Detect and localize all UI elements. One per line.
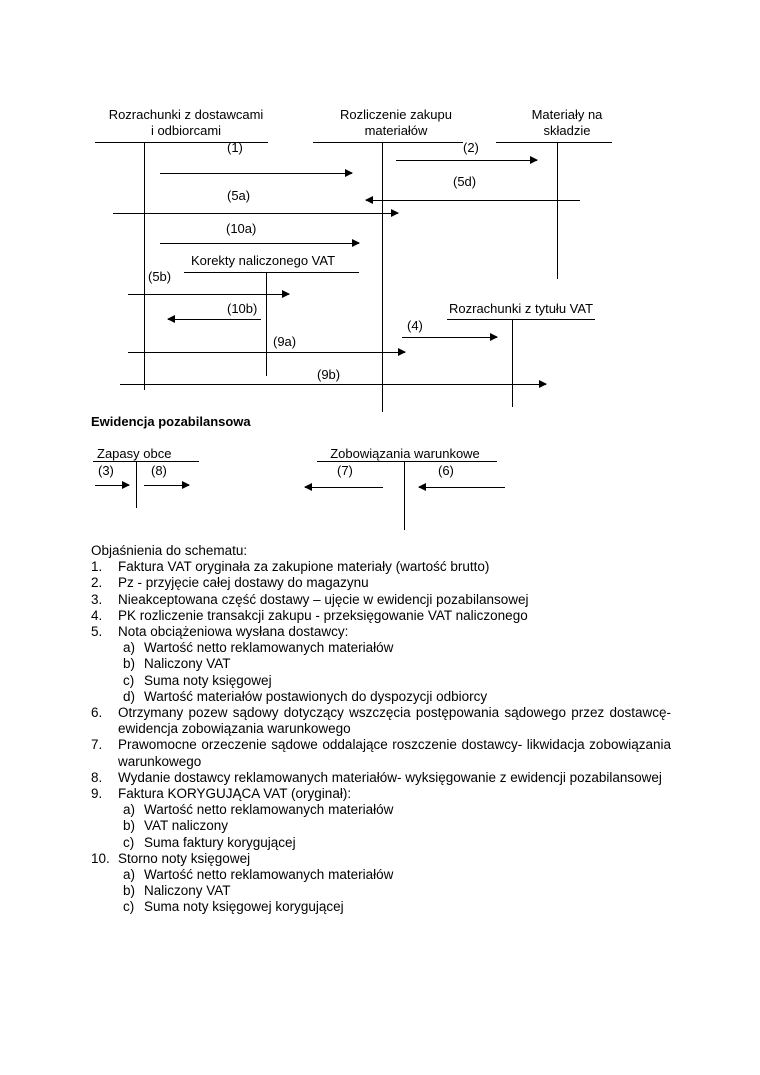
legend-text: Nieakceptowana część dostawy – ujęcie w ewidencji pozabilansowej [118, 591, 529, 607]
legend-item [91, 851, 671, 867]
arrow-label: (6) [438, 463, 454, 478]
account-zapasy-obce-title: Zapasy obce [97, 446, 172, 461]
legend-subitem [91, 899, 671, 915]
legend [91, 543, 671, 916]
legend-text: Naliczony VAT [144, 883, 231, 899]
legend-subitem [91, 802, 671, 818]
arrow-label: (2) [463, 140, 479, 155]
arrow-9b [120, 384, 546, 385]
t-account-divider [557, 142, 558, 279]
legend-number: c) [123, 672, 135, 688]
arrow-label: (3) [98, 463, 114, 478]
account-title-line: Rozliczenie zakupu [339, 107, 453, 122]
legend-number: 3. [91, 591, 103, 607]
account-title-line: materiałów [364, 123, 428, 138]
legend-text: Prawomocne orzeczenie sądowe oddalające roszczenie dostawcy- likwidacja zobowiązania warunkowego [118, 737, 671, 769]
legend-text: Wartość materiałów postawionych do dyspozycji odbiorcy [144, 688, 488, 704]
arrow-7 [305, 487, 383, 488]
legend-item [91, 737, 671, 769]
legend-text: Faktura KORYGUJĄCA VAT (oryginał): [118, 786, 352, 802]
legend-text: Wydanie dostawcy reklamowanych materiałów- wyksięgowanie z ewidencji pozabilansowej [118, 769, 662, 785]
legend-number: c) [123, 899, 135, 915]
arrow-1 [160, 173, 352, 174]
legend-subitem [91, 867, 671, 883]
legend-item [91, 786, 671, 802]
t-account-divider [404, 461, 405, 530]
legend-item [91, 705, 671, 737]
arrow-label: (10b) [227, 301, 258, 316]
legend-subitem [91, 656, 671, 672]
legend-number: d) [123, 688, 136, 704]
legend-subitem [91, 883, 671, 899]
legend-list [91, 559, 671, 915]
arrow-label: (5d) [453, 174, 477, 189]
t-account-divider [512, 319, 513, 407]
legend-text: PK rozliczenie transakcji zakupu - przeksięgowanie VAT naliczonego [118, 607, 528, 623]
legend-text: Faktura VAT oryginała za zakupione materiały (wartość brutto) [118, 559, 490, 575]
legend-text: Storno noty księgowej [118, 850, 251, 866]
account-materialy-title [532, 107, 603, 139]
arrow-label: (9b) [317, 367, 341, 382]
legend-subitem [91, 835, 671, 851]
t-account-top-line [313, 142, 463, 143]
arrow-label: (4) [407, 318, 423, 333]
account-title-line: Materiały na [531, 107, 603, 122]
legend-number: 6. [91, 705, 103, 721]
account-zobowiazania-title: Zobowiązania warunkowe [330, 446, 480, 461]
legend-text: Wartość netto reklamowanych materiałów [144, 867, 394, 883]
t-account-divider [136, 461, 137, 508]
legend-text: Naliczony VAT [144, 656, 231, 672]
arrow-label: (5b) [148, 269, 172, 284]
legend-number: 7. [91, 737, 103, 753]
arrow-5b [128, 294, 289, 295]
legend-text: Otrzymany pozew sądowy dotyczący wszczęcia postępowania sądowego przez dostawcę- ewidencja zobowiązania warunkowego [118, 705, 671, 737]
legend-item [91, 608, 671, 624]
legend-text: Suma faktury korygującej [144, 834, 296, 850]
arrow-4 [402, 337, 497, 338]
account-rozliczenie-title [340, 107, 452, 139]
arrow-label: (8) [151, 463, 167, 478]
legend-text: Suma noty księgowej korygującej [144, 899, 344, 915]
legend-number: 1. [91, 559, 103, 575]
legend-subitem [91, 689, 671, 705]
account-title-line: składzie [543, 123, 591, 138]
t-account-top-line [93, 461, 199, 462]
legend-number: b) [123, 883, 136, 899]
account-rozrachunki-dostawcy-title [109, 107, 264, 139]
arrow-5d [366, 200, 580, 201]
legend-number: 10. [91, 850, 110, 866]
legend-item [91, 770, 671, 786]
arrow-label: (9a) [273, 334, 297, 349]
legend-number: a) [123, 867, 136, 883]
legend-number: 2. [91, 575, 103, 591]
arrow-6 [419, 487, 505, 488]
legend-number: a) [123, 640, 136, 656]
account-title-line: Rozrachunki z dostawcami [108, 107, 264, 122]
legend-text: Suma noty księgowej [144, 672, 272, 688]
legend-number: b) [123, 656, 136, 672]
t-account-divider [382, 142, 383, 412]
legend-number: 9. [91, 786, 103, 802]
arrow-label: (1) [227, 140, 243, 155]
arrow-2 [396, 160, 537, 161]
legend-number: 4. [91, 607, 103, 623]
section-title: Ewidencja pozabilansowa [91, 414, 251, 429]
legend-number: a) [123, 802, 136, 818]
legend-item [91, 592, 671, 608]
account-korekty-vat-title: Korekty naliczonego VAT [190, 253, 336, 268]
arrow-8 [144, 485, 189, 486]
arrow-label: (5a) [227, 188, 251, 203]
legend-text: Pz - przyjęcie całej dostawy do magazynu [118, 575, 369, 591]
arrow-label: (7) [337, 463, 353, 478]
legend-item [91, 575, 671, 591]
account-title-line: i odbiorcami [150, 123, 222, 138]
arrow-3 [95, 485, 129, 486]
arrow-5a [113, 213, 398, 214]
legend-subitem [91, 818, 671, 834]
legend-number: c) [123, 834, 135, 850]
legend-item [91, 559, 671, 575]
t-account-top-line [317, 461, 497, 462]
legend-subitem [91, 640, 671, 656]
legend-subitem [91, 673, 671, 689]
t-account-top-line [184, 272, 359, 273]
legend-intro: Objaśnienia do schematu: [91, 543, 248, 558]
legend-number: b) [123, 818, 136, 834]
legend-text: Wartość netto reklamowanych materiałów [144, 802, 394, 818]
account-rozrachunki-vat-title: Rozrachunki z tytułu VAT [448, 301, 594, 316]
arrow-10a [160, 243, 359, 244]
legend-text: Wartość netto reklamowanych materiałów [144, 640, 394, 656]
arrow-9a [128, 352, 405, 353]
legend-text: Nota obciążeniowa wysłana dostawcy: [118, 624, 349, 640]
legend-text: VAT naliczony [144, 818, 229, 834]
legend-item [91, 624, 671, 640]
arrow-10b [168, 319, 261, 320]
legend-number: 5. [91, 624, 103, 640]
arrow-label: (10a) [226, 221, 257, 236]
t-account-divider [266, 272, 267, 376]
t-account-top-line [496, 142, 612, 143]
legend-number: 8. [91, 769, 103, 785]
t-account-top-line [447, 319, 595, 320]
